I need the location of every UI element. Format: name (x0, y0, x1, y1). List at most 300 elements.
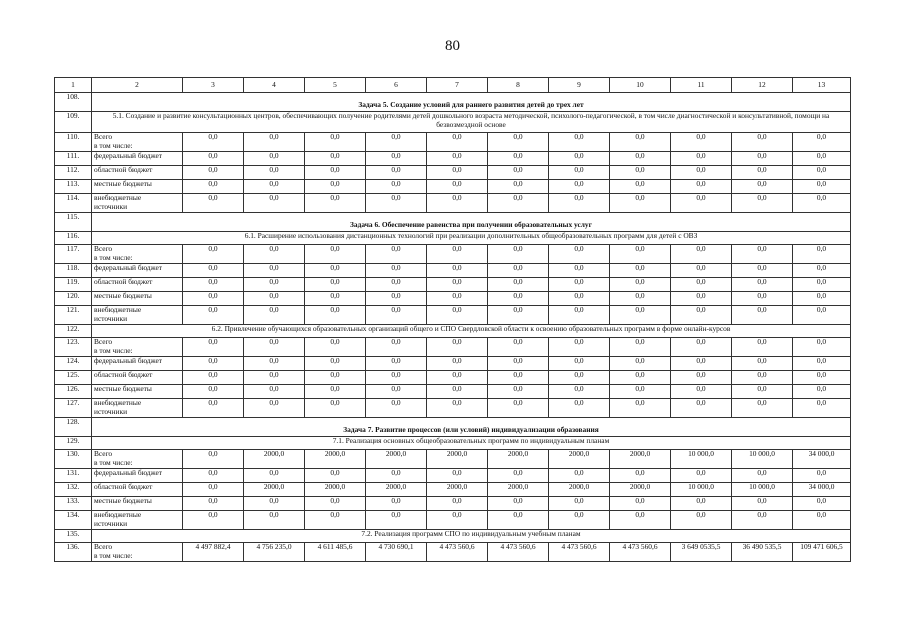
table-cell: 0,0 (549, 133, 610, 152)
table-cell: 0,0 (549, 194, 610, 213)
table-cell: 0,0 (488, 245, 549, 264)
row-number: 118. (55, 264, 92, 278)
funding-source-label: федеральный бюджет (92, 357, 183, 371)
subtask-title: 7.2. Реализация программ СПО по индивидуальным учебным планам (92, 530, 851, 543)
table-cell: 0,0 (244, 469, 305, 483)
column-header: 5 (305, 78, 366, 93)
table-cell: 4 473 560,6 (610, 543, 671, 562)
budget-table (54, 77, 851, 562)
table-cell: 0,0 (305, 292, 366, 306)
table-cell: 0,0 (610, 399, 671, 418)
table-cell: 0,0 (244, 385, 305, 399)
table-cell: 0,0 (732, 399, 793, 418)
table-cell: 0,0 (488, 385, 549, 399)
table-cell: 0,0 (488, 511, 549, 530)
table-cell: 0,0 (671, 292, 732, 306)
table-cell: 0,0 (549, 497, 610, 511)
table-cell: 0,0 (305, 338, 366, 357)
table-row (55, 385, 851, 399)
table-cell: 0,0 (305, 278, 366, 292)
table-cell: 0,0 (366, 194, 427, 213)
table-cell: 0,0 (732, 133, 793, 152)
subtask-title: 6.2. Привлечение обучающихся образовательных организаций общего и СПО Свердловской области к освоению образовательных программ в форме онлайн-курсов (92, 325, 851, 338)
table-cell: 0,0 (183, 264, 244, 278)
funding-source-label: федеральный бюджет (92, 264, 183, 278)
funding-source-label: местные бюджеты (92, 180, 183, 194)
table-cell: 2000,0 (427, 450, 488, 469)
table-cell: 0,0 (427, 292, 488, 306)
table-cell: 0,0 (549, 245, 610, 264)
table-cell: 0,0 (488, 292, 549, 306)
table-cell: 0,0 (732, 338, 793, 357)
table-cell: 0,0 (427, 152, 488, 166)
table-cell: 0,0 (305, 166, 366, 180)
table-cell: 0,0 (549, 469, 610, 483)
table-cell: 0,0 (610, 469, 671, 483)
table-cell: 0,0 (366, 278, 427, 292)
header-row (55, 78, 851, 93)
table-cell: 0,0 (732, 511, 793, 530)
table-cell: 0,0 (244, 264, 305, 278)
table-cell: 0,0 (366, 399, 427, 418)
row-number: 132. (55, 483, 92, 497)
table-cell: 0,0 (244, 166, 305, 180)
table-cell: 0,0 (732, 180, 793, 194)
row-number: 135. (55, 530, 92, 543)
table-cell: 0,0 (488, 278, 549, 292)
table-cell: 0,0 (183, 133, 244, 152)
table-cell: 0,0 (366, 357, 427, 371)
table-cell: 0,0 (793, 399, 851, 418)
table-cell: 0,0 (549, 180, 610, 194)
table-cell: 0,0 (793, 264, 851, 278)
table-cell: 0,0 (244, 152, 305, 166)
row-number: 116. (55, 232, 92, 245)
row-number: 112. (55, 166, 92, 180)
table-cell: 0,0 (244, 292, 305, 306)
row-number: 113. (55, 180, 92, 194)
table-row (55, 371, 851, 385)
row-number: 109. (55, 112, 92, 133)
table-cell: 0,0 (183, 357, 244, 371)
table-cell: 0,0 (671, 511, 732, 530)
row-number: 133. (55, 497, 92, 511)
table-cell: 0,0 (244, 306, 305, 325)
table-cell: 0,0 (488, 338, 549, 357)
row-number: 120. (55, 292, 92, 306)
table-cell: 0,0 (793, 497, 851, 511)
table-row (55, 543, 851, 562)
funding-source-label: местные бюджеты (92, 385, 183, 399)
table-cell: 0,0 (671, 194, 732, 213)
table-cell: 0,0 (671, 278, 732, 292)
table-cell: 0,0 (183, 180, 244, 194)
table-cell: 10 000,0 (732, 483, 793, 497)
table-cell: 0,0 (305, 385, 366, 399)
table-cell: 0,0 (671, 245, 732, 264)
table-cell: 4 473 560,6 (427, 543, 488, 562)
table-cell: 2000,0 (610, 483, 671, 497)
table-cell: 0,0 (427, 180, 488, 194)
table-cell: 0,0 (793, 245, 851, 264)
table-cell: 0,0 (427, 278, 488, 292)
table-cell: 0,0 (366, 166, 427, 180)
table-cell: 0,0 (610, 245, 671, 264)
table-row (55, 264, 851, 278)
table-cell: 0,0 (244, 511, 305, 530)
task-heading-row (55, 213, 851, 232)
row-number: 114. (55, 194, 92, 213)
column-header: 2 (92, 78, 183, 93)
table-cell: 0,0 (610, 278, 671, 292)
table-cell: 0,0 (488, 264, 549, 278)
table-cell: 0,0 (671, 399, 732, 418)
table-cell: 0,0 (366, 385, 427, 399)
table-cell: 2000,0 (427, 483, 488, 497)
table-cell: 0,0 (427, 264, 488, 278)
row-number: 130. (55, 450, 92, 469)
table-cell: 0,0 (671, 152, 732, 166)
table-cell: 0,0 (427, 357, 488, 371)
table-cell: 0,0 (793, 180, 851, 194)
table-cell: 0,0 (366, 180, 427, 194)
funding-source-label: областной бюджет (92, 483, 183, 497)
table-cell: 0,0 (366, 338, 427, 357)
table-cell: 0,0 (732, 497, 793, 511)
column-header: 7 (427, 78, 488, 93)
table-row (55, 399, 851, 418)
table-cell: 0,0 (366, 152, 427, 166)
table-body (55, 93, 851, 562)
table-cell: 0,0 (366, 133, 427, 152)
table-cell: 0,0 (427, 166, 488, 180)
funding-source-label: внебюджетные источники (92, 399, 183, 418)
table-cell: 0,0 (427, 371, 488, 385)
table-cell: 0,0 (183, 385, 244, 399)
funding-source-label: Всего в том числе: (92, 338, 183, 357)
funding-source-label: Всего в том числе: (92, 450, 183, 469)
funding-source-label: местные бюджеты (92, 497, 183, 511)
table-cell: 0,0 (488, 357, 549, 371)
table-cell: 4 473 560,6 (549, 543, 610, 562)
table-cell: 0,0 (610, 152, 671, 166)
row-number: 121. (55, 306, 92, 325)
table-cell: 0,0 (732, 245, 793, 264)
table-cell: 0,0 (183, 194, 244, 213)
table-cell: 0,0 (427, 385, 488, 399)
table-cell: 10 000,0 (671, 483, 732, 497)
table-cell: 0,0 (244, 338, 305, 357)
table-cell: 0,0 (610, 385, 671, 399)
table-cell: 0,0 (305, 306, 366, 325)
table-cell: 3 649 0535,5 (671, 543, 732, 562)
table-cell: 0,0 (610, 180, 671, 194)
table-cell: 0,0 (610, 497, 671, 511)
table-cell: 0,0 (244, 371, 305, 385)
row-number: 110. (55, 133, 92, 152)
table-cell: 0,0 (244, 278, 305, 292)
table-cell: 0,0 (427, 511, 488, 530)
table-cell: 0,0 (244, 194, 305, 213)
table-cell: 0,0 (549, 306, 610, 325)
table-cell: 0,0 (549, 166, 610, 180)
table-cell: 0,0 (732, 306, 793, 325)
table-cell: 0,0 (427, 338, 488, 357)
table-row (55, 469, 851, 483)
table-row (55, 306, 851, 325)
table-cell: 0,0 (183, 483, 244, 497)
table-cell: 0,0 (427, 469, 488, 483)
table-cell: 0,0 (793, 133, 851, 152)
table-cell: 0,0 (671, 357, 732, 371)
table-cell: 0,0 (366, 264, 427, 278)
table-cell: 0,0 (732, 278, 793, 292)
table-cell: 0,0 (488, 371, 549, 385)
table-cell: 0,0 (427, 306, 488, 325)
table-cell: 4 756 235,0 (244, 543, 305, 562)
row-number: 136. (55, 543, 92, 562)
funding-source-label: Всего в том числе: (92, 543, 183, 562)
row-number: 117. (55, 245, 92, 264)
subtask-title: 5.1. Создание и развитие консультационных центров, обеспечивающих получение родителями детей дошкольного возраста методической, психолого-педагогической, в том числе диагностической и консультативной, помощи на безвозмездной основе (92, 112, 851, 133)
table-cell: 0,0 (549, 357, 610, 371)
table-cell: 2000,0 (549, 450, 610, 469)
table-cell: 0,0 (427, 497, 488, 511)
table-cell: 0,0 (671, 166, 732, 180)
table-cell: 0,0 (549, 278, 610, 292)
table-row (55, 245, 851, 264)
funding-source-label: внебюджетные источники (92, 306, 183, 325)
table-row (55, 497, 851, 511)
table-cell: 0,0 (366, 371, 427, 385)
row-number: 126. (55, 385, 92, 399)
table-row (55, 511, 851, 530)
row-number: 108. (55, 93, 92, 112)
table-cell: 2000,0 (549, 483, 610, 497)
row-number: 111. (55, 152, 92, 166)
table-cell: 0,0 (732, 152, 793, 166)
table-cell: 0,0 (671, 469, 732, 483)
table-cell: 10 000,0 (671, 450, 732, 469)
table-cell: 0,0 (610, 292, 671, 306)
task-title: Задача 7. Развитие процессов (или условий) индивидуализации образования (92, 418, 851, 437)
page-number: 80 (445, 38, 460, 54)
table-cell: 0,0 (366, 245, 427, 264)
table-cell: 0,0 (549, 338, 610, 357)
table-cell: 4 730 690,1 (366, 543, 427, 562)
table-cell: 0,0 (610, 511, 671, 530)
table-cell: 0,0 (305, 194, 366, 213)
table-cell: 0,0 (305, 152, 366, 166)
table-cell: 0,0 (183, 497, 244, 511)
table-cell: 0,0 (488, 180, 549, 194)
table-cell: 2000,0 (488, 483, 549, 497)
table-cell: 0,0 (732, 292, 793, 306)
funding-source-label: федеральный бюджет (92, 152, 183, 166)
table-row (55, 338, 851, 357)
table-cell: 0,0 (610, 133, 671, 152)
column-header: 13 (793, 78, 851, 93)
table-cell: 0,0 (671, 306, 732, 325)
task-title: Задача 6. Обеспечение равенства при получении образовательных услуг (92, 213, 851, 232)
row-number: 128. (55, 418, 92, 437)
table-cell: 0,0 (793, 371, 851, 385)
task-heading-row (55, 93, 851, 112)
table-cell: 0,0 (244, 357, 305, 371)
row-number: 131. (55, 469, 92, 483)
subtask-title: 7.1. Реализация основных общеобразовательных программ по индивидуальным планам (92, 437, 851, 450)
table-cell: 0,0 (732, 194, 793, 213)
table-cell: 4 473 560,6 (488, 543, 549, 562)
table-cell: 0,0 (244, 180, 305, 194)
table-cell: 0,0 (183, 450, 244, 469)
table-cell: 0,0 (488, 166, 549, 180)
table-cell: 0,0 (610, 306, 671, 325)
subtask-heading-row (55, 112, 851, 133)
table-cell: 0,0 (610, 264, 671, 278)
table-cell: 0,0 (793, 194, 851, 213)
table-cell: 0,0 (793, 166, 851, 180)
table-cell: 0,0 (305, 357, 366, 371)
column-header: 3 (183, 78, 244, 93)
table-cell: 0,0 (305, 180, 366, 194)
subtask-heading-row (55, 325, 851, 338)
table-cell: 0,0 (732, 371, 793, 385)
table-cell: 34 000,0 (793, 483, 851, 497)
table-cell: 0,0 (732, 385, 793, 399)
table-cell: 0,0 (610, 357, 671, 371)
table-cell: 0,0 (610, 194, 671, 213)
table-cell: 0,0 (305, 399, 366, 418)
row-number: 134. (55, 511, 92, 530)
funding-source-label: областной бюджет (92, 278, 183, 292)
table-row (55, 152, 851, 166)
table-cell: 0,0 (549, 385, 610, 399)
table-cell: 2000,0 (305, 483, 366, 497)
table-cell: 0,0 (427, 194, 488, 213)
table-row (55, 166, 851, 180)
table-cell: 0,0 (366, 292, 427, 306)
row-number: 122. (55, 325, 92, 338)
table-cell: 0,0 (793, 306, 851, 325)
table-cell: 0,0 (488, 469, 549, 483)
table-cell: 0,0 (183, 166, 244, 180)
table-cell: 0,0 (305, 511, 366, 530)
table-cell: 0,0 (183, 371, 244, 385)
table-cell: 0,0 (183, 245, 244, 264)
table-cell: 0,0 (671, 264, 732, 278)
table-cell: 0,0 (366, 469, 427, 483)
table-cell: 0,0 (610, 338, 671, 357)
task-heading-row (55, 418, 851, 437)
column-header: 1 (55, 78, 92, 93)
funding-source-label: местные бюджеты (92, 292, 183, 306)
table-cell: 0,0 (427, 133, 488, 152)
table-cell: 0,0 (610, 166, 671, 180)
table-cell: 36 490 535,5 (732, 543, 793, 562)
table-row (55, 180, 851, 194)
table-cell: 0,0 (305, 245, 366, 264)
table-cell: 0,0 (793, 338, 851, 357)
table-cell: 2000,0 (244, 483, 305, 497)
table-row (55, 133, 851, 152)
column-header: 8 (488, 78, 549, 93)
table-cell: 0,0 (183, 511, 244, 530)
table-cell: 0,0 (793, 357, 851, 371)
table-cell: 2000,0 (366, 450, 427, 469)
table-cell: 0,0 (549, 371, 610, 385)
table-cell: 0,0 (793, 152, 851, 166)
column-header: 10 (610, 78, 671, 93)
funding-source-label: Всего в том числе: (92, 133, 183, 152)
subtask-title: 6.1. Расширение использования дистанционных технологий при реализации дополнительных общеобразовательных программ для детей с ОВЗ (92, 232, 851, 245)
table-row (55, 450, 851, 469)
funding-source-label: внебюджетные источники (92, 194, 183, 213)
table-cell: 0,0 (732, 264, 793, 278)
table-cell: 0,0 (488, 399, 549, 418)
table-cell: 0,0 (793, 469, 851, 483)
table-cell: 0,0 (366, 306, 427, 325)
table-cell: 0,0 (793, 385, 851, 399)
funding-source-label: областной бюджет (92, 166, 183, 180)
table-cell: 0,0 (549, 292, 610, 306)
table-cell: 2000,0 (366, 483, 427, 497)
funding-source-label: Всего в том числе: (92, 245, 183, 264)
column-header: 9 (549, 78, 610, 93)
table-cell: 0,0 (305, 469, 366, 483)
table-cell: 0,0 (366, 497, 427, 511)
column-header: 4 (244, 78, 305, 93)
table-cell: 0,0 (549, 152, 610, 166)
table-cell: 0,0 (244, 497, 305, 511)
table-cell: 0,0 (549, 264, 610, 278)
task-title: Задача 5. Создание условий для раннего развития детей до трех лет (92, 93, 851, 112)
column-header: 12 (732, 78, 793, 93)
row-number: 119. (55, 278, 92, 292)
table-cell: 0,0 (488, 497, 549, 511)
table-cell: 0,0 (244, 399, 305, 418)
table-cell: 4 611 485,6 (305, 543, 366, 562)
table-cell: 0,0 (244, 133, 305, 152)
table-cell: 2000,0 (610, 450, 671, 469)
table-cell: 0,0 (305, 264, 366, 278)
funding-source-label: федеральный бюджет (92, 469, 183, 483)
table-cell: 0,0 (671, 385, 732, 399)
table-cell: 0,0 (732, 357, 793, 371)
row-number: 123. (55, 338, 92, 357)
table-cell: 0,0 (183, 469, 244, 483)
table-cell: 0,0 (183, 338, 244, 357)
table-cell: 0,0 (244, 245, 305, 264)
table-cell: 0,0 (610, 371, 671, 385)
table-cell: 0,0 (366, 511, 427, 530)
table-row (55, 194, 851, 213)
table-cell: 0,0 (732, 469, 793, 483)
table-cell: 0,0 (427, 399, 488, 418)
table-cell: 0,0 (671, 338, 732, 357)
table-cell: 0,0 (793, 292, 851, 306)
row-number: 124. (55, 357, 92, 371)
table-cell: 2000,0 (488, 450, 549, 469)
table-cell: 0,0 (488, 194, 549, 213)
table-cell: 4 497 882,4 (183, 543, 244, 562)
table-cell: 0,0 (488, 133, 549, 152)
table-cell: 0,0 (427, 245, 488, 264)
table-cell: 0,0 (793, 278, 851, 292)
table-cell: 0,0 (183, 152, 244, 166)
table-cell: 0,0 (671, 371, 732, 385)
table-row (55, 278, 851, 292)
